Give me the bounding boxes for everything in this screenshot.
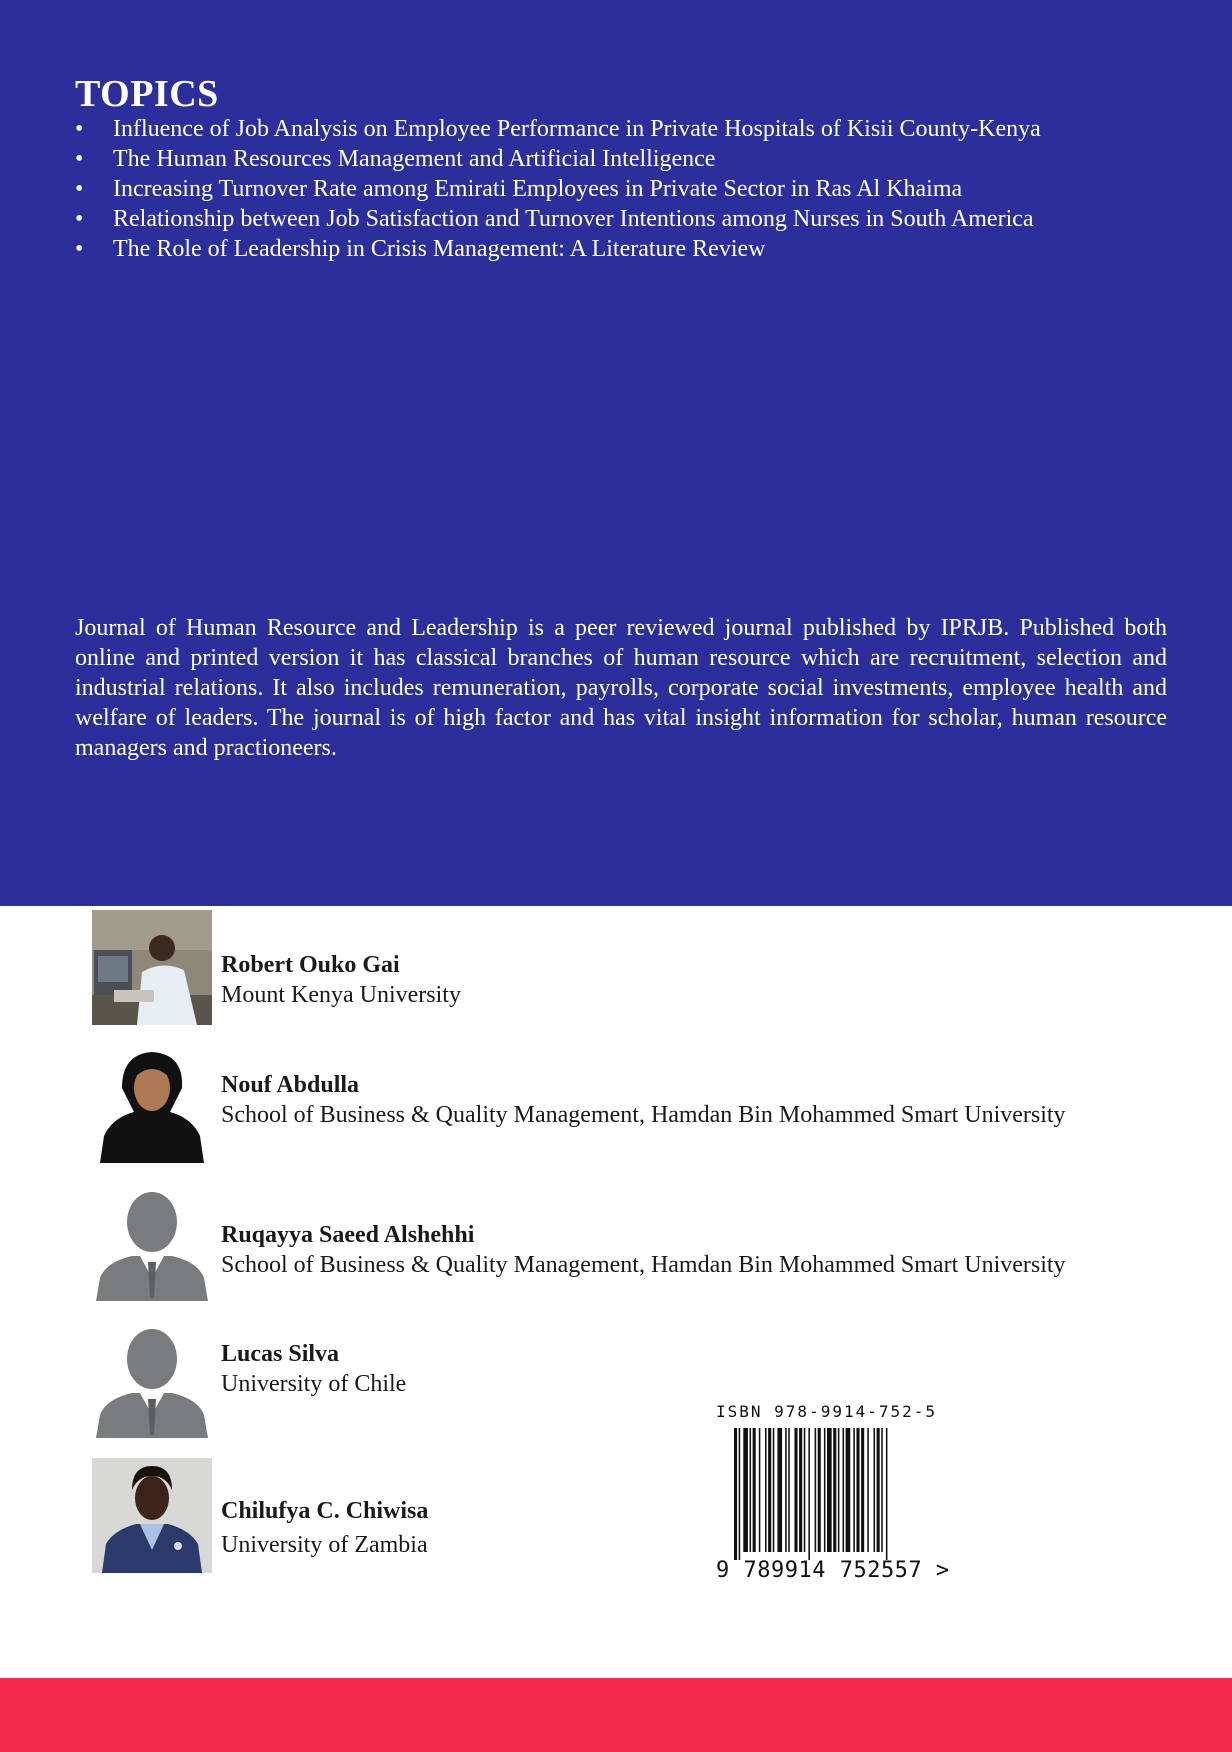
author-name: Nouf Abdulla [221,1072,360,1098]
isbn-label: ISBN 978-9914-752-5 [716,1402,938,1421]
author-affiliation: Mount Kenya University [221,982,461,1008]
topic-text: Relationship between Job Satisfaction and Turnover Intentions among Nurses in South America [113,206,1034,232]
author-photo [92,1458,212,1573]
author-affiliation: School of Business & Quality Management, Hamdan Bin Mohammed Smart University [221,1252,1066,1278]
bottom-accent-bar [0,1678,1232,1752]
topic-text: The Role of Leadership in Crisis Management: A Literature Review [113,236,766,262]
author-affiliation: University of Zambia [221,1532,428,1558]
author-name: Ruqayya Saeed Alshehhi [221,1222,475,1248]
topic-text: The Human Resources Management and Artificial Intelligence [113,146,716,172]
bullet: • [75,176,84,202]
author-photo [92,910,212,1025]
topic-item [75,144,1041,174]
bullet: • [75,206,84,232]
default-avatar-icon [92,1186,212,1301]
topics-list [75,114,1041,264]
topic-item [75,114,1041,144]
topic-item [75,204,1041,234]
author-name: Robert Ouko Gai [221,952,400,978]
topic-item [75,234,1041,264]
journal-description: Journal of Human Resource and Leadership is a peer reviewed journal published by IPRJB. Published both online and printed version it has classical branches of human resource which are recruitment, selection and industrial relations. It also includes remuneration, payrolls, corporate social investments, employee health and welfare of leaders. The journal is of high factor and has vital insight information for scholar, human resource managers and practioneers. [75,615,1167,761]
author-affiliation: University of Chile [221,1371,407,1397]
topic-text: Increasing Turnover Rate among Emirati Employees in Private Sector in Ras Al Khaima [113,176,963,202]
barcode-number: 9 789914 752557 > [716,1558,950,1583]
bullet: • [75,146,84,172]
author-name: Chilufya C. Chiwisa [221,1498,429,1524]
author-affiliation: School of Business & Quality Management, Hamdan Bin Mohammed Smart University [221,1102,1066,1128]
bullet: • [75,236,84,262]
topics-heading: TOPICS [75,73,219,115]
author-photo [92,1048,212,1163]
topic-text: Influence of Job Analysis on Employee Performance in Private Hospitals of Kisii County-Kenya [113,116,1041,142]
default-avatar-icon [92,1323,212,1438]
author-name: Lucas Silva [221,1341,340,1367]
topic-item [75,174,1041,204]
barcode-icon [732,1428,932,1562]
bullet: • [75,116,84,142]
